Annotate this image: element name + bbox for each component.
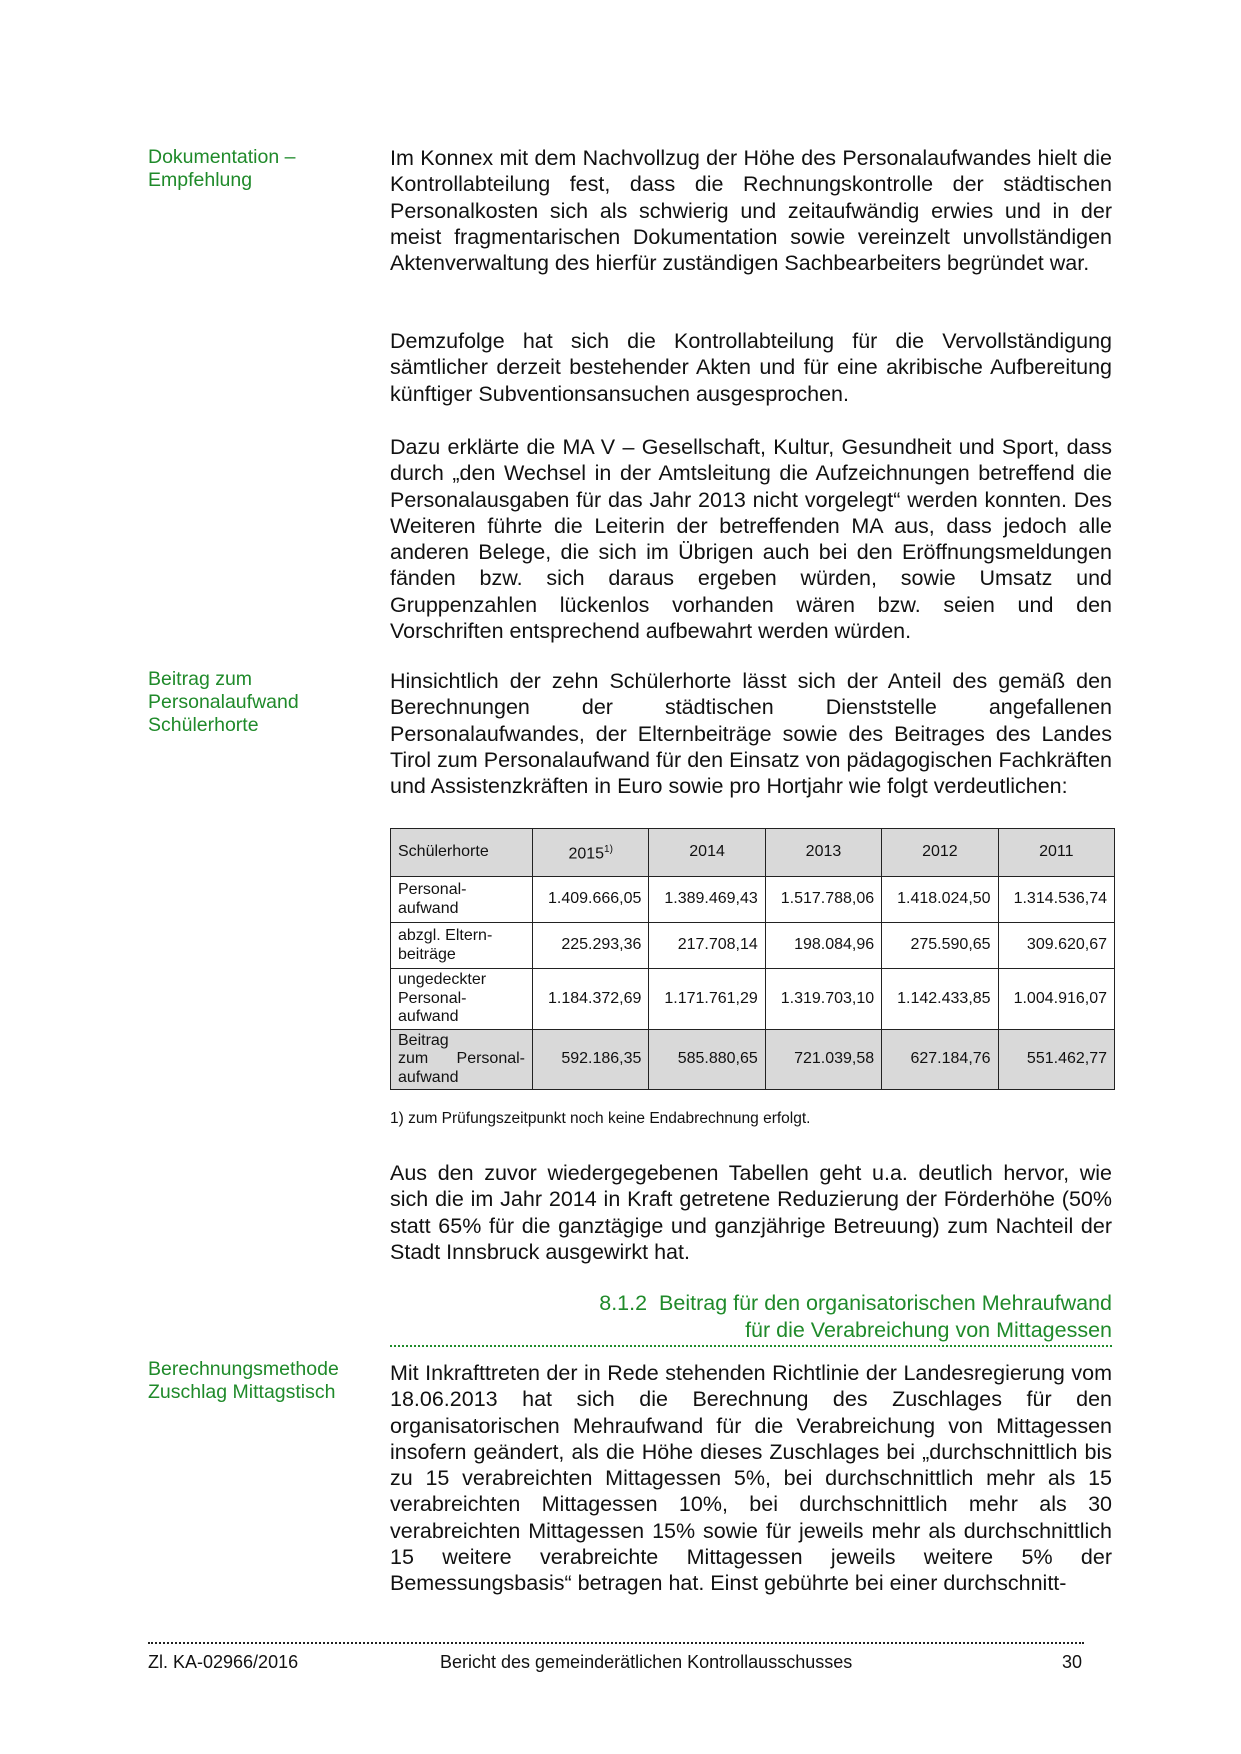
- footer-reference: Zl. KA-02966/2016: [148, 1652, 299, 1672]
- table-cell: 309.620,67: [998, 923, 1114, 969]
- table-cell: 627.184,76: [882, 1029, 998, 1090]
- section-divider: [390, 1345, 1112, 1347]
- table-cell: 1.142.433,85: [882, 969, 998, 1030]
- margin-note-line: Beitrag zum: [148, 668, 253, 690]
- row-label: Personal- aufwand: [391, 877, 533, 923]
- table-row: [391, 923, 1115, 969]
- table-cell: 1.184.372,69: [533, 969, 649, 1030]
- margin-note-line: Schülerhorte: [148, 714, 259, 736]
- margin-note-berechnungsmethode: [148, 1358, 368, 1404]
- table-cell: 551.462,77: [998, 1029, 1114, 1090]
- row-label: Beitrag zum Personal- aufwand: [391, 1029, 533, 1090]
- table-cell: 592.186,35: [533, 1029, 649, 1090]
- table-cell: 721.039,58: [765, 1029, 881, 1090]
- table-row: [391, 969, 1115, 1030]
- year-label: 2015: [568, 845, 605, 863]
- footer-title: Bericht des gemeinderätlichen Kontrollausschusses: [440, 1652, 853, 1672]
- table-header-row: [391, 829, 1115, 877]
- section-title-line2: für die Verabreichung von Mittagessen: [745, 1318, 1112, 1342]
- table-cell: 585.880,65: [649, 1029, 765, 1090]
- table-cell: 1.389.469,43: [649, 877, 765, 923]
- table-row: [391, 877, 1115, 923]
- table-cell: 1.314.536,74: [998, 877, 1114, 923]
- paragraph-schuelerhorte-intro: [390, 668, 1112, 799]
- footer-divider: [148, 1642, 1084, 1644]
- table-cell: 225.293,36: [533, 923, 649, 969]
- table-cell: 275.590,65: [882, 923, 998, 969]
- table-header-year: [533, 829, 649, 877]
- table-footnote: 1) zum Prüfungszeitpunkt noch keine Endabrechnung erfolgt.: [390, 1110, 811, 1127]
- table-cell: 217.708,14: [649, 923, 765, 969]
- table-cell: 1.409.666,05: [533, 877, 649, 923]
- margin-note-line: Personalaufwand: [148, 691, 299, 713]
- table-cell: 1.171.761,29: [649, 969, 765, 1030]
- footnote-mark: 1): [604, 844, 613, 856]
- schuelerhorte-table: [390, 828, 1115, 1090]
- table-cell: 1.319.703,10: [765, 969, 881, 1030]
- margin-note-beitrag-personalaufwand: [148, 668, 368, 737]
- paragraph-zuschlag: [390, 1360, 1112, 1597]
- table-header-year: 2012: [882, 829, 998, 877]
- table-cell: 1.517.788,06: [765, 877, 881, 923]
- margin-note-line: Zuschlag Mittagstisch: [148, 1381, 336, 1403]
- table-header-year: 2014: [649, 829, 765, 877]
- section-title-line1: Beitrag für den organisatorischen Mehraufwand: [659, 1291, 1112, 1315]
- paragraph-text: Mit Inkrafttreten der in Rede stehenden Richtlinie der Landesregierung vom 18.06.2013 hat sich die Berechnung des Zuschlages für den organisatorischen Mehraufwand für die Verabreichung von Mittagessen insofern geändert, als die Höhe dieses Zuschlages bei „durchschnittlich bis zu 15 verabreichten Mittagessen 5%, bei durchschnittlich mehr als 15 verabreichten Mittagessen 10%, bei durchschnittlich mehr als 30 verabreichten Mittagessen 15% sowie für jeweils mehr als durchschnittlich 15 weitere verabreichte Mittagessen jeweils weitere 5% der Bemessungsbasis“ betragen hat. Einst gebührte bei einer durchschnitt-: [390, 1361, 1112, 1596]
- margin-note-line: Berechnungsmethode: [148, 1358, 339, 1380]
- table-header-year: 2011: [998, 829, 1114, 877]
- table-cell: 198.084,96: [765, 923, 881, 969]
- section-heading: [390, 1290, 1112, 1344]
- margin-note-dokumentation: [148, 146, 368, 192]
- paragraph-text: Hinsichtlich der zehn Schülerhorte lässt sich der Anteil des gemäß den Berechnungen der städtischen Dienststelle angefallenen Personalaufwandes, der Elternbeiträge sowie des Beitrages des Landes Tirol zum Personalaufwand für den Einsatz von pädagogischen Fachkräften und Assistenzkräften in Euro sowie pro Hortjahr wie folgt verdeutlichen:: [390, 669, 1112, 799]
- table-cell: 1.004.916,07: [998, 969, 1114, 1030]
- margin-note-line: Empfehlung: [148, 169, 253, 191]
- table-row: [391, 1029, 1115, 1090]
- page-number: 30: [1062, 1652, 1083, 1672]
- paragraph-text: Dazu erklärte die MA V – Gesellschaft, Kultur, Gesundheit und Sport, dass durch „den Wechsel in der Amtsleitung die Aufzeichnungen betreffend die Personalausgaben für das Jahr 2013 nicht vorgelegt“ werden konnten. Des Weiteren führte die Leiterin der betreffenden MA aus, dass jedoch alle anderen Belege, die sich im Übrigen auch bei den Eröffnungsmeldungen fänden bzw. sich daraus ergeben würden, sowie Umsatz und Gruppenzahlen lückenlos vorhanden wären bzw. seien und den Vorschriften entsprechend aufbewahrt werden würden.: [390, 435, 1112, 644]
- row-label: abzgl. Eltern- beiträge: [391, 923, 533, 969]
- table-cell: 1.418.024,50: [882, 877, 998, 923]
- table-header-label: Schülerhorte: [391, 829, 533, 877]
- paragraph-dokumentation: [390, 145, 1112, 276]
- section-number: 8.1.2: [599, 1291, 648, 1315]
- paragraph-conclusion: [390, 1160, 1112, 1265]
- margin-note-line: Dokumentation –: [148, 146, 296, 168]
- paragraph-text: Demzufolge hat sich die Kontrollabteilung für die Vervollständigung sämtlicher derzeit bestehender Akten und für eine akribische Aufbereitung künftiger Subventionsansuchen ausgesprochen.: [390, 329, 1112, 406]
- paragraph-text: Aus den zuvor wiedergegebenen Tabellen geht u.a. deutlich hervor, wie sich die im Jahr 2014 in Kraft getretene Reduzierung der Förderhöhe (50% statt 65% für die ganztägige und ganzjährige Betreuung) zum Nachteil der Stadt Innsbruck ausgewirkt hat.: [390, 1161, 1112, 1264]
- row-label: ungedeckter Personal- aufwand: [391, 969, 533, 1030]
- paragraph-empfehlung: [390, 328, 1112, 407]
- paragraph-stellungnahme: [390, 434, 1112, 644]
- table-header-year: 2013: [765, 829, 881, 877]
- paragraph-text: Im Konnex mit dem Nachvollzug der Höhe des Personalaufwandes hielt die Kontrollabteilung fest, dass die Rechnungskontrolle der städtischen Personalkosten sich als schwierig und zeitaufwändig erwies und in der meist fragmentarischen Dokumentation sowie vereinzelt unvollständigen Aktenverwaltung des hierfür zuständigen Sachbearbeiters begründet war.: [390, 146, 1112, 276]
